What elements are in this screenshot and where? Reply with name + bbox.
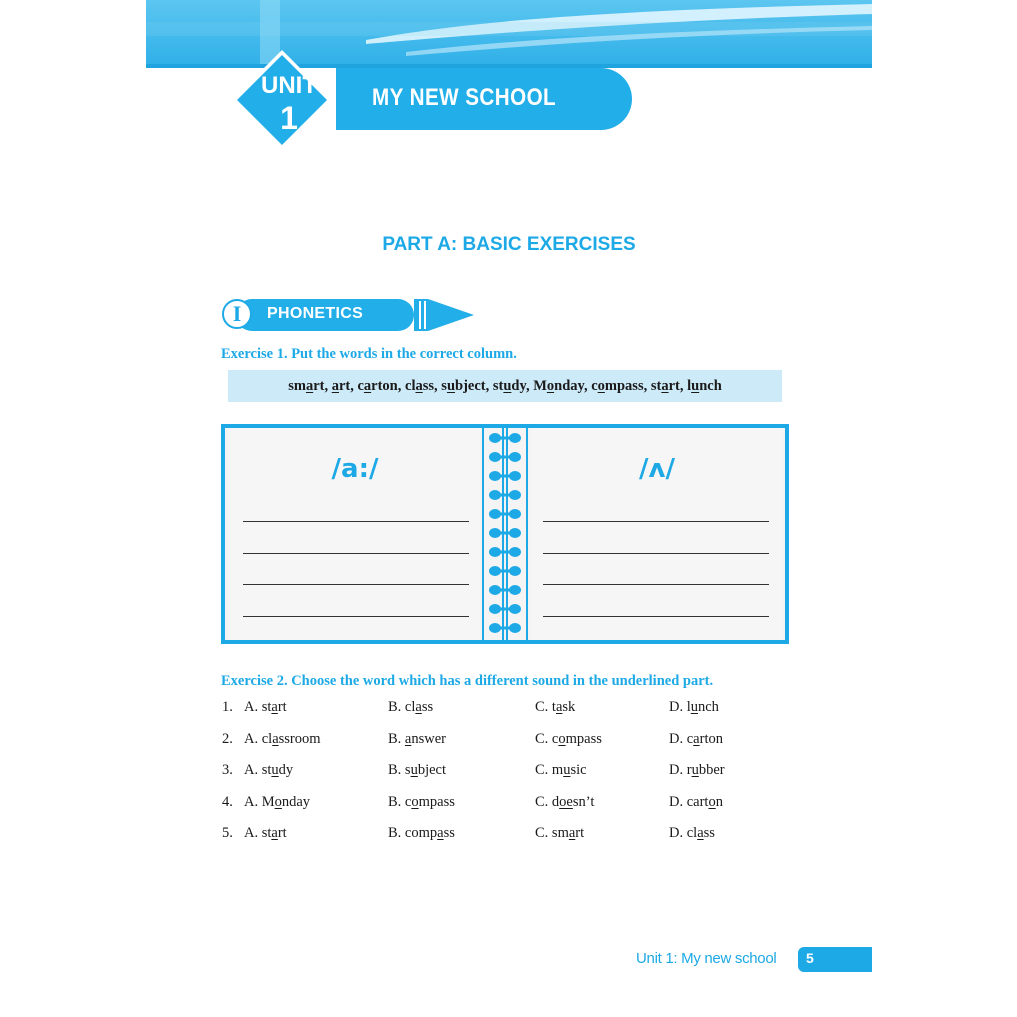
word-bank-item: lunch [687, 378, 722, 394]
word-bank-item: art [331, 378, 351, 394]
word-bank-item: Monday [533, 378, 584, 394]
answer-option-a[interactable]: A. Monday [244, 793, 311, 810]
answer-line[interactable] [243, 616, 469, 617]
notebook-columns [221, 424, 789, 644]
word-bank-item: compass [591, 378, 644, 394]
answer-option-c[interactable]: C. doesn’t [535, 793, 595, 810]
word-bank-item: class [405, 378, 435, 394]
word-bank-item: study [492, 378, 526, 394]
question-number: 1. [222, 699, 233, 715]
answer-option-d[interactable]: D. carton [669, 793, 723, 810]
column-left-symbol: /a:/ [331, 454, 379, 484]
answer-line[interactable] [543, 553, 769, 554]
answer-option-b[interactable]: B. answer [388, 730, 446, 747]
section-numeral: I [222, 299, 252, 329]
unit-number: 1 [280, 100, 298, 136]
page-number: 5 [806, 950, 814, 966]
answer-option-d[interactable]: D. class [669, 825, 715, 841]
answer-option-d[interactable]: D. lunch [669, 699, 719, 715]
exercise1-heading: Exercise 1. Put the words in the correct column. [221, 346, 517, 362]
spiral-ring-icon [489, 471, 521, 481]
question-number: 3. [222, 762, 233, 778]
answer-option-a[interactable]: A. study [244, 762, 294, 778]
column-right-symbol: /ʌ/ [639, 454, 675, 484]
word-bank-item: carton [357, 378, 398, 394]
answer-option-a[interactable]: A. start [244, 699, 287, 715]
spiral-ring-icon [489, 433, 521, 443]
answer-line[interactable] [543, 521, 769, 522]
spiral-ring-icon [489, 566, 521, 576]
spiral-ring-icon [489, 585, 521, 595]
word-bank: smart, art, carton, class, subject, study, Monday, compass, start, lunch [228, 370, 782, 402]
answer-option-a[interactable]: A. start [244, 825, 287, 841]
answer-option-c[interactable]: C. compass [535, 730, 602, 747]
workbook-page [146, 0, 872, 1017]
answer-option-c[interactable]: C. smart [535, 825, 585, 841]
spiral-binding-icon [481, 426, 529, 642]
spiral-ring-icon [489, 623, 521, 633]
answer-option-d[interactable]: D. rubber [669, 762, 725, 778]
spiral-ring-icon [489, 509, 521, 519]
spiral-ring-icon [489, 547, 521, 557]
column-left [229, 428, 481, 640]
footer-running-title: Unit 1: My new school [636, 950, 777, 967]
spiral-ring-icon [489, 528, 521, 538]
answer-option-d[interactable]: D. carton [669, 730, 723, 747]
spiral-ring-icon [489, 604, 521, 614]
answer-line[interactable] [543, 584, 769, 585]
answer-option-b[interactable]: B. compass [388, 793, 455, 810]
answer-option-c[interactable]: C. task [535, 699, 576, 715]
spiral-ring-icon [489, 490, 521, 500]
answer-option-a[interactable]: A. classroom [244, 730, 321, 747]
question-number: 5. [222, 825, 233, 841]
answer-option-b[interactable]: B. class [388, 699, 434, 715]
column-right [531, 428, 783, 640]
answer-option-b[interactable]: B. compass [388, 825, 455, 841]
answer-line[interactable] [243, 553, 469, 554]
part-title: PART A: BASIC EXERCISES [382, 234, 636, 255]
spiral-ring-icon [489, 452, 521, 462]
exercise2-heading: Exercise 2. Choose the word which has a different sound in the underlined part. [221, 673, 714, 689]
answer-option-c[interactable]: C. music [535, 762, 587, 778]
question-number: 2. [222, 730, 233, 747]
answer-line[interactable] [243, 584, 469, 585]
answer-line[interactable] [243, 521, 469, 522]
answer-line[interactable] [543, 616, 769, 617]
word-bank-item: start [650, 378, 680, 394]
unit-title: MY NEW SCHOOL [372, 84, 557, 111]
word-bank-item: subject [441, 378, 486, 394]
section-label: PHONETICS [267, 305, 364, 322]
unit-word: UNIT [261, 72, 317, 99]
question-number: 4. [222, 793, 233, 810]
answer-option-b[interactable]: B. subject [388, 762, 447, 778]
word-bank-item: smart [288, 378, 325, 394]
